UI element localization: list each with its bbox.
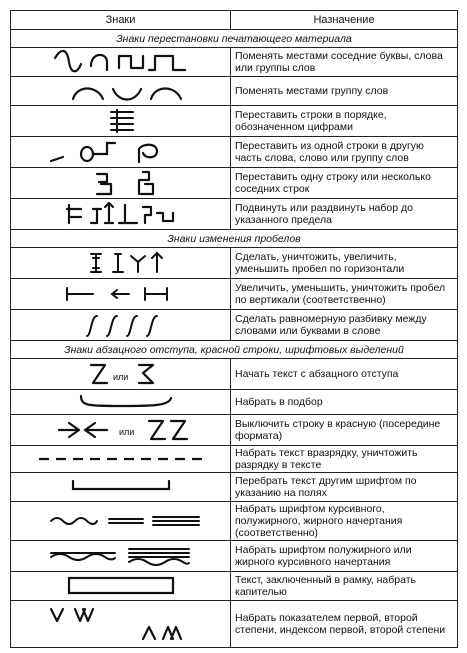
- horizontal-space-marks-icon: [11, 248, 231, 278]
- purpose-text: Набрать в подбор: [231, 390, 458, 415]
- purpose-text: Набрать шрифтом курсивного, полужирного, жирного начертания (соответственно): [231, 502, 458, 541]
- purpose-text: Переставить одну строку или несколько соседних строк: [231, 168, 458, 199]
- purpose-text: Выключить строку в красную (посередине формата): [231, 415, 458, 446]
- swap-word-group-marks-icon: [11, 77, 231, 105]
- symbol-cell: [11, 279, 231, 310]
- swap-adjacent-lines-marks-icon: [11, 168, 231, 198]
- run-in-mark-icon: [11, 390, 231, 414]
- purpose-text: Текст, заключенный в рамку, набрать капителью: [231, 572, 458, 601]
- table-row: [11, 77, 458, 106]
- purpose-text: Поменять местами группу слов: [231, 77, 458, 106]
- table-row: [11, 359, 458, 390]
- reorder-lines-mark-icon: [11, 106, 231, 136]
- table-row: [11, 279, 458, 310]
- symbol-cell: [11, 137, 231, 168]
- symbol-cell: [11, 473, 231, 502]
- header-purpose: Назначение: [231, 11, 458, 30]
- italic-bold-marks-icon: [11, 503, 231, 539]
- move-between-lines-marks-icon: [11, 137, 231, 167]
- table-row: [11, 446, 458, 473]
- symbol-cell: [11, 106, 231, 137]
- purpose-text: Перебрать текст другим шрифтом по указанию на полях: [231, 473, 458, 502]
- symbol-cell: [11, 248, 231, 279]
- purpose-text: Набрать шрифтом полужирного или жирного курсивного начертания: [231, 541, 458, 572]
- table-row: [11, 199, 458, 230]
- symbol-cell: [11, 359, 231, 390]
- table-row: [11, 168, 458, 199]
- symbol-cell: [11, 390, 231, 415]
- vertical-space-marks-icon: [11, 279, 231, 309]
- purpose-text: Набрать текст вразрядку, уничтожить разрядку в тексте: [231, 446, 458, 473]
- center-line-marks-icon: [11, 415, 231, 445]
- super-sub-script-marks-icon: [11, 601, 231, 647]
- table-row: [11, 106, 458, 137]
- table-row: [11, 137, 458, 168]
- section-row: [11, 230, 458, 248]
- or-label: или: [119, 427, 135, 437]
- purpose-text: Поменять местами соседние буквы, слова или группы слов: [231, 48, 458, 77]
- table-row: [11, 541, 458, 572]
- symbol-cell: [11, 310, 231, 341]
- symbol-cell: [11, 168, 231, 199]
- purpose-text: Сделать равномерную разбивку между словами или буквами в слове: [231, 310, 458, 341]
- purpose-text: Подвинуть или раздвинуть набор до указанного предела: [231, 199, 458, 230]
- symbol-cell: [11, 77, 231, 106]
- table-row: [11, 601, 458, 648]
- purpose-text: Сделать, уничтожить, увеличить, уменьшить пробел по горизонтали: [231, 248, 458, 279]
- symbol-cell: [11, 541, 231, 572]
- move-set-limit-marks-icon: [11, 199, 231, 229]
- table-row: [11, 415, 458, 446]
- or-label: или: [113, 372, 129, 382]
- symbol-cell: [11, 502, 231, 541]
- table-row: [11, 248, 458, 279]
- letterspace-mark-icon: [11, 447, 231, 471]
- table-row: [11, 572, 458, 601]
- swap-letters-marks-icon: [11, 48, 231, 76]
- symbol-cell: [11, 415, 231, 446]
- proofreading-marks-table-container: [10, 10, 457, 648]
- section-row: [11, 30, 458, 48]
- purpose-text: Переставить из одной строки в другую часть слова, слово или группу слов: [231, 137, 458, 168]
- table-header-row: [11, 11, 458, 30]
- symbol-cell: [11, 601, 231, 648]
- frame-mark-icon: [11, 572, 231, 600]
- table-row: [11, 390, 458, 415]
- header-signs: Знаки: [11, 11, 231, 30]
- change-font-mark-icon: [11, 473, 231, 501]
- purpose-text: Набрать показателем первой, второй степени, индексом первой, второй степени: [231, 601, 458, 648]
- table-row: [11, 502, 458, 541]
- purpose-text: Начать текст с абзацного отступа: [231, 359, 458, 390]
- section-row: [11, 341, 458, 359]
- symbol-cell: [11, 199, 231, 230]
- symbol-cell: [11, 446, 231, 473]
- section-title-indent-fonts: Знаки абзацного отступа, красной строки, шрифтовых выделений: [11, 341, 458, 359]
- symbol-cell: [11, 572, 231, 601]
- even-spacing-marks-icon: [11, 310, 231, 340]
- purpose-text: Увеличить, уменьшить, уничтожить пробел по вертикали (соответственно): [231, 279, 458, 310]
- paragraph-indent-marks-icon: [11, 359, 231, 389]
- table-row: [11, 473, 458, 502]
- table-row: [11, 48, 458, 77]
- proofreading-marks-table: [10, 10, 458, 648]
- symbol-cell: [11, 48, 231, 77]
- bold-italic-marks-icon: [11, 541, 231, 571]
- section-title-rearrange: Знаки перестановки печатающего материала: [11, 30, 458, 48]
- table-row: [11, 310, 458, 341]
- section-title-spacing: Знаки изменения пробелов: [11, 230, 458, 248]
- purpose-text: Переставить строки в порядке, обозначенном цифрами: [231, 106, 458, 137]
